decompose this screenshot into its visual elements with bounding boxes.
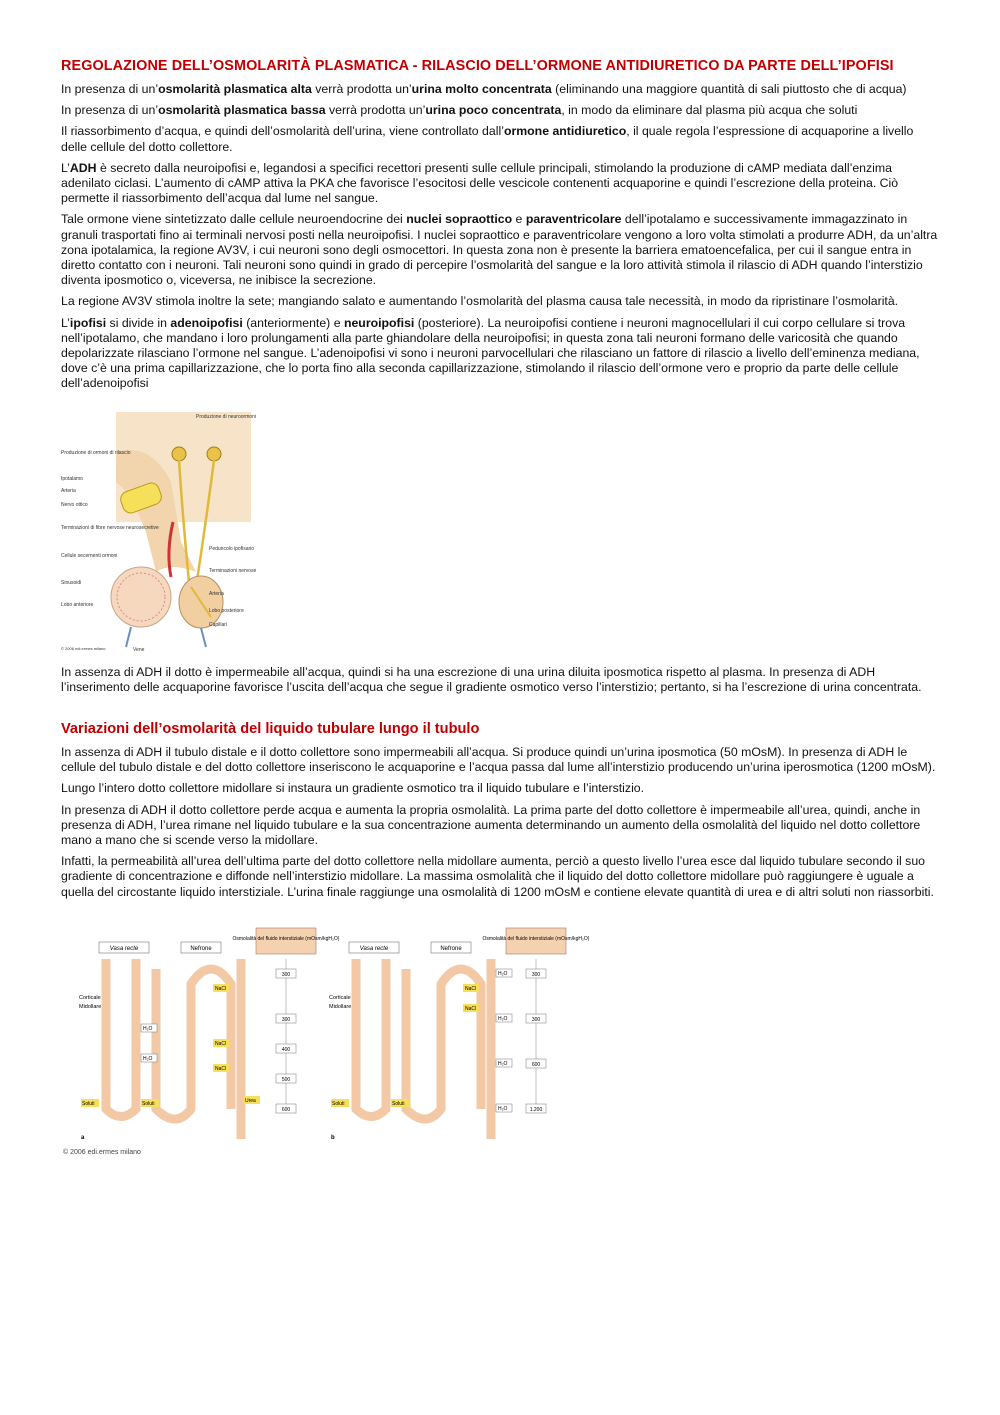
soluti-label: Soluti [392,1100,405,1107]
soluti-label: Soluti [82,1100,95,1107]
h2o-label: H₂O [498,1015,508,1022]
osm-value: 300 [281,1016,291,1023]
bold-term: adenoipofisi [170,315,243,330]
text-run: In presenza di un’ [61,82,159,96]
paragraph [61,103,939,118]
h2o-label: H₂O [498,1105,508,1112]
paragraph [61,781,939,796]
text-run: L’ [61,315,70,330]
label-vene: Vene [133,646,145,653]
copyright: © 2006 edi.ermes milano [61,645,106,651]
panel-b [329,928,590,1141]
nacl-label: NaCl [465,1005,477,1012]
document-page [61,58,939,1164]
text-run: e [512,212,526,227]
label-left: Nervo ottico [61,501,88,508]
text-run: Il riassorbimento d’acqua, e quindi dell’osmolarità dell’urina, viene controllato dall’ [61,124,504,139]
bold-term: urina poco concentrata [425,103,562,118]
osm-value: 400 [281,1046,291,1053]
paragraph [61,665,939,695]
paragraph [61,854,939,900]
text-run: In assenza di ADH il tubulo distale e il dotto collettore sono impermeabili all’acqua. Si produce quindi un’urina iposmotica (50 mOsM). In presenza di ADH le cellule del tubulo distale e del dotto collettore inseriscono le acquaporine e l’acqua passa dal lume all’interstizio producendo un’urina iperosmotica (1200 mOsM). [61,745,936,775]
panel-label: b [331,1134,335,1141]
text-run: In assenza di ADH il dotto è impermeabile all’acqua, quindi si ha una escrezione di una urina diluita iposmotica rispetto al plasma. In presenza di ADH l’inserimento delle acquaporine favorisce l’uscita dell’acqua che segue il gradiente osmotico verso l’interstizio; pertanto, si ha l’escrezione di urina concentrata. [61,664,922,694]
vasa-recta-label: Vasa recte [109,945,139,952]
midollare-label: Midollare [329,1003,352,1010]
osm-value: 300 [281,971,291,978]
h2o-label: H₂O [498,970,508,977]
paragraph [61,294,939,309]
text-run: (anteriormente) e [242,315,344,330]
section-title-tubulo: Variazioni dell’osmolarità del liquido tubulare lungo il tubulo [61,721,480,738]
bold-term: nuclei sopraottico [406,212,513,227]
bold-term: urina molto concentrata [411,82,552,96]
text-run: La regione AV3V stimola inoltre la sete; mangiando salato e aumentando l’osmolarità del plasma causa tale necessità, in modo da ripristinare l’osmolarità. [61,294,899,309]
label-left: Sinusoidi [61,579,82,586]
label-right: Peduncolo ipofisario [209,545,255,552]
text-run: Lungo l’intero dotto collettore midollare si instaura un gradiente osmotico tra il liquido tubulare e l’interstizio. [61,781,645,796]
label-right: Lobo posteriore [209,607,244,614]
bold-term: ADH [69,160,97,175]
nacl-label: NaCl [465,985,477,992]
label-left: Ipotalamo [61,475,83,482]
text-run: (posteriore). La neuroipofisi contiene i neuroni magnocellulari il cui corpo cellulare si trova nell’ipotalamo, che mandano i loro prolungamenti alla parte ghiandolare della neuroipofisi; in questa zona tali neuroni formano delle varicosità che quando depolarizzate rilasciano l’ormone nel sangue. L’adenoipofisi vi sono i neuroni parvocellulari che rilasciano un fattore di rilascio a livello dell’eminenza mediana, dove c’è una prima capillarizzazione, che lo porta fino alla seconda capillarizzazione, stimolando il rilascio dell’ormone vero e proprio da parte delle cellule dell’adenoipofisi [61,315,920,391]
label-left: Cellule secernenti ormoni [61,552,118,559]
bold-term: ipofisi [69,315,107,330]
text-run: , il quale regola l’espressione di acquaporine a livello delle cellule del dotto collettore. [61,124,914,154]
label-right: Capillari [209,621,228,628]
text-run: In presenza di ADH il dotto collettore perde acqua e aumenta la propria osmolalità. La prima parte del dotto collettore è impermeabile all’urea, quindi, anche in presenza di ADH, l’urea rimane nel liquido tubulare e la sua concentrazione aumenta determinando un aumento della osmolalità del liquido nel dotto collettore mano a mano che si scende verso la midollare. [61,802,921,848]
paragraph [61,161,939,207]
midollare-label: Midollare [79,1003,102,1010]
corticale-label: Corticale [79,994,101,1001]
text-run: L’ [61,160,70,175]
paragraph [61,124,939,154]
text-run: si divide in [106,315,171,330]
paragraph [61,82,939,97]
osm-value: 300 [531,1016,541,1023]
nefrone-label: Nefrone [190,945,212,952]
text-run: verrà prodotta un’ [325,103,426,118]
osm-value: 1.200 [529,1106,543,1113]
osm-value: 600 [531,1061,541,1068]
paragraph [61,316,939,392]
bold-term: ormone antidiuretico [503,124,627,139]
bold-term: osmolarità plasmatica bassa [158,103,326,118]
h2o-label: H₂O [498,1060,508,1067]
panel-a [79,928,340,1141]
nefrone-label: Nefrone [440,945,462,952]
nacl-label: NaCl [215,1040,227,1047]
label-right: Arteria [209,590,224,597]
text-run: verrà prodotta un’ [311,82,412,96]
osm-value: 500 [281,1076,291,1083]
soluti-label: Soluti [142,1100,155,1107]
label-left: Terminazioni di fibre nervose neurosecretive [61,524,159,531]
text-run: In presenza di un’ [61,103,159,118]
soluti-label: Soluti [332,1100,345,1107]
paragraph [61,745,939,775]
osm-header: Osmolalità del fluido interstiziale (mOsm/kgH₂O) [232,935,340,942]
label-left: Lobo anteriore [61,601,94,608]
text-run: (eliminando una maggiore quantità di sali piuttosto che di acqua) [551,82,907,96]
hypophysis-figure [61,412,257,653]
h2o-label: H₂O [143,1025,153,1032]
label-left: Arteria [61,487,76,494]
panel-label: a [81,1134,85,1141]
osm-value: 600 [281,1106,291,1113]
text-run: è secreto dalla neuroipofisi e, legandosi a specifici recettori presenti sulle cellule principali, stimolando la produzione di cAMP mediata dall’enzima adenilato ciclasi. L’aumento di cAMP attiva la PKA che favorisce l’esocitosi delle vescicole contenenti acquaporine e quindi l’escrezione della proteina. Ciò permette il riassorbimento dell’acqua dal lume nel sangue. [61,160,899,206]
urea-label: Urea [245,1097,256,1104]
nephron-figure [61,924,590,1159]
text-run: , in modo da eliminare dal plasma più acqua che soluti [561,103,858,118]
osm-value: 300 [531,971,541,978]
label-left: Produzione di ormoni di rilascio [61,449,131,456]
label-right: Terminazioni nervose [209,567,257,574]
osm-header: Osmolalità del fluido interstiziale (mOsm/kgH₂O) [482,935,590,942]
paragraph [61,803,939,849]
nacl-label: NaCl [215,985,227,992]
bold-term: neuroipofisi [343,315,415,330]
label-produzione-neuroormoni: Produzione di neuroormoni [196,413,257,420]
section-title-adh: REGOLAZIONE DELL’OSMOLARITÀ PLASMATICA - RILASCIO DELL’ORMONE ANTIDIURETICO DA PARTE DELL’IPOFISI [61,58,894,74]
copyright: © 2006 edi.ermes milano [63,1148,141,1156]
text-run: dell’ipotalamo e successivamente immagazzinato in granuli trasportati fino ai terminali nervosi posti nella neuroipofisi. I nuclei sopraottico e paraventricolare vengono a loro volta stimolati a produrre ADH, da un’altra zona ipotalamica, la regione AV3V, i cui neuroni sono degli osmocettori. In questa zona non è presente la barriera ematoencefalica, per cui il sangue entra in diretto contatto con i neuroni. Tali neuroni sono quindi in grado di percepire l’osmolarità del sangue e la loro attività stimola il rilascio di ADH quando l’interstizio diventa iposmotico o, viceversa, ne inibisce la secrezione. [61,212,938,288]
bold-term: paraventricolare [525,212,622,227]
text-run: Infatti, la permeabilità all’urea dell’ultima parte del dotto collettore nella midollare aumenta, perciò a questo livello l’urea esce dal liquido tubulare secondo il suo gradiente di concentrazione e diffonde nell’interstizio midollare. La massima osmolalità che il liquido del dotto collettore midollare può raggiungere è uguale a quella del circostante liquido interstiziale. L’urina finale raggiunge una osmolalità di 1200 mOsM e contiene elevate quantità di urea e di altri soluti non riassorbiti. [61,854,934,899]
text-run: Tale ormone viene sintetizzato dalle cellule neuroendocrine dei [61,212,407,227]
bold-term: osmolarità plasmatica alta [158,82,312,96]
vasa-recta-label: Vasa recte [359,945,389,952]
h2o-label: H₂O [143,1055,153,1062]
nacl-label: NaCl [215,1065,227,1072]
paragraph [61,212,939,288]
corticale-label: Corticale [329,994,351,1001]
